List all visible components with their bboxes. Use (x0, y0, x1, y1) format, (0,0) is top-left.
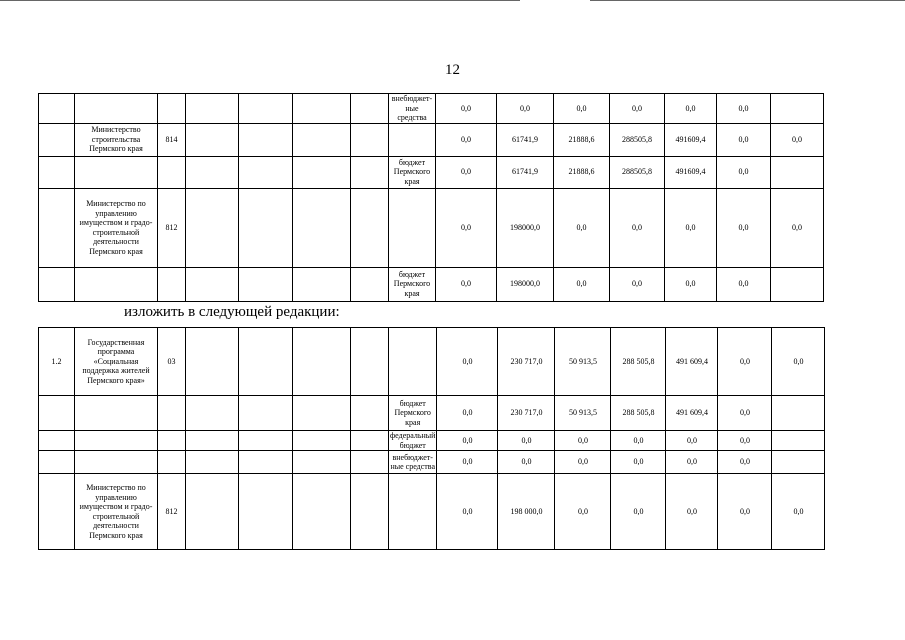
empty-cell (186, 451, 239, 474)
row-number-cell (39, 156, 75, 188)
amount-cell: 198000,0 (497, 267, 554, 301)
empty-cell (351, 267, 389, 301)
amount-cell: 21888,6 (554, 156, 610, 188)
empty-cell (239, 156, 293, 188)
empty-cell (293, 431, 351, 451)
amount-cell: 0,0 (771, 188, 824, 267)
amount-cell: 0,0 (665, 267, 717, 301)
empty-cell (293, 267, 351, 301)
amount-cell: 61741,9 (497, 123, 554, 156)
empty-cell (293, 156, 351, 188)
table-row (39, 94, 824, 124)
empty-cell (239, 328, 293, 396)
amount-cell: 0,0 (771, 123, 824, 156)
funding-source-cell: внебюджет-ные средства (389, 94, 436, 124)
code-cell: 812 (158, 188, 186, 267)
amount-cell: 230 717,0 (498, 328, 555, 396)
program-name-cell (75, 94, 158, 124)
code-cell: 03 (158, 328, 186, 396)
empty-cell (239, 267, 293, 301)
funding-source-cell (389, 474, 437, 550)
empty-cell (239, 451, 293, 474)
amount-cell: 491 609,4 (666, 396, 718, 431)
amount-cell: 50 913,5 (555, 328, 611, 396)
amount-cell: 0,0 (665, 188, 717, 267)
table-row (39, 156, 824, 188)
amount-cell: 491 609,4 (666, 328, 718, 396)
amount-cell: 0,0 (554, 267, 610, 301)
amount-cell: 0,0 (437, 396, 498, 431)
row-number-cell (39, 267, 75, 301)
empty-cell (293, 474, 351, 550)
amount-cell: 0,0 (610, 94, 665, 124)
amount-cell: 0,0 (717, 156, 771, 188)
empty-cell (351, 94, 389, 124)
table-row (39, 431, 825, 451)
row-number-cell (39, 396, 75, 431)
amount-cell: 0,0 (555, 431, 611, 451)
code-cell (158, 396, 186, 431)
amount-cell (771, 156, 824, 188)
amount-cell: 288505,8 (610, 156, 665, 188)
program-name-cell: Министерство строительства Пермского края (75, 123, 158, 156)
empty-cell (351, 396, 389, 431)
top-scan-edge (0, 0, 905, 2)
amount-cell: 0,0 (611, 431, 666, 451)
empty-cell (186, 328, 239, 396)
funding-source-cell (389, 188, 436, 267)
empty-cell (239, 474, 293, 550)
program-name-cell (75, 451, 158, 474)
empty-cell (351, 188, 389, 267)
empty-cell (351, 123, 389, 156)
empty-cell (351, 328, 389, 396)
code-cell: 812 (158, 474, 186, 550)
amount-cell: 61741,9 (497, 156, 554, 188)
table-row (39, 328, 825, 396)
empty-cell (186, 188, 239, 267)
code-cell (158, 431, 186, 451)
amount-cell: 288 505,8 (611, 328, 666, 396)
table-row (39, 474, 825, 550)
code-cell (158, 94, 186, 124)
code-cell: 814 (158, 123, 186, 156)
code-cell (158, 451, 186, 474)
program-name-cell: Министерство по управлению имуществом и градо-строительной деятельности Пермского края (75, 474, 158, 550)
empty-cell (293, 188, 351, 267)
amount-cell: 0,0 (436, 188, 497, 267)
amount-cell: 0,0 (718, 451, 772, 474)
amount-cell: 21888,6 (554, 123, 610, 156)
amount-cell: 0,0 (437, 451, 498, 474)
amount-cell: 0,0 (717, 267, 771, 301)
amount-cell: 288505,8 (610, 123, 665, 156)
page-number: 12 (445, 62, 460, 78)
empty-cell (239, 188, 293, 267)
empty-cell (351, 451, 389, 474)
program-name-cell: Государственная программа «Социальная поддержка жителей Пермского края» (75, 328, 158, 396)
row-number-cell (39, 188, 75, 267)
code-cell (158, 267, 186, 301)
edit-instruction: изложить в следующей редакции: (124, 304, 340, 320)
amount-cell: 0,0 (436, 267, 497, 301)
empty-cell (239, 94, 293, 124)
empty-cell (351, 156, 389, 188)
amount-cell: 0,0 (718, 474, 772, 550)
empty-cell (351, 431, 389, 451)
amount-cell (771, 94, 824, 124)
program-name-cell (75, 431, 158, 451)
row-number-cell: 1.2 (39, 328, 75, 396)
amount-cell: 0,0 (666, 431, 718, 451)
row-number-cell (39, 123, 75, 156)
amount-cell: 491609,4 (665, 123, 717, 156)
amount-cell: 288 505,8 (611, 396, 666, 431)
table-row (39, 396, 825, 431)
amount-cell: 0,0 (717, 188, 771, 267)
amount-cell: 0,0 (611, 451, 666, 474)
amount-cell: 0,0 (436, 123, 497, 156)
amount-cell: 0,0 (437, 328, 498, 396)
funding-source-cell: федеральный бюджет (390, 431, 436, 450)
row-number-cell (39, 431, 75, 451)
amount-cell (772, 431, 825, 451)
amount-cell: 198 000,0 (498, 474, 555, 550)
amount-cell: 0,0 (772, 328, 825, 396)
amount-cell: 0,0 (665, 94, 717, 124)
empty-cell (186, 396, 239, 431)
amount-cell: 0,0 (718, 396, 772, 431)
funding-source-cell: бюджет Пермского края (389, 156, 436, 188)
amount-cell: 0,0 (555, 451, 611, 474)
funding-source-cell: бюджет Пермского края (389, 267, 436, 301)
amount-cell (772, 396, 825, 431)
empty-cell (186, 94, 239, 124)
amount-cell: 230 717,0 (498, 396, 555, 431)
empty-cell (293, 328, 351, 396)
amount-cell: 50 913,5 (555, 396, 611, 431)
empty-cell (293, 396, 351, 431)
amount-cell: 0,0 (554, 94, 610, 124)
funding-source-cell: внебюджет-ные средства (389, 451, 437, 474)
row-number-cell (39, 474, 75, 550)
amount-cell: 0,0 (498, 431, 555, 451)
amount-cell: 0,0 (717, 94, 771, 124)
amount-cell: 0,0 (554, 188, 610, 267)
amount-cell: 0,0 (610, 188, 665, 267)
funding-source-cell (389, 123, 436, 156)
amount-cell: 0,0 (498, 451, 555, 474)
amount-cell: 0,0 (437, 474, 498, 550)
amount-cell (772, 451, 825, 474)
funding-source-cell: бюджет Пермского края (389, 396, 437, 431)
empty-cell (293, 123, 351, 156)
amount-cell: 0,0 (610, 267, 665, 301)
empty-cell (186, 474, 239, 550)
code-cell (158, 156, 186, 188)
amount-cell: 198000,0 (497, 188, 554, 267)
program-name-cell (75, 396, 158, 431)
program-name-cell (75, 156, 158, 188)
table-row (39, 451, 825, 474)
amount-cell: 0,0 (555, 474, 611, 550)
amount-cell: 0,0 (717, 123, 771, 156)
empty-cell (293, 94, 351, 124)
amount-cell: 0,0 (437, 431, 498, 451)
empty-cell (351, 474, 389, 550)
amount-cell: 0,0 (666, 474, 718, 550)
program-name-cell (75, 267, 158, 301)
amount-cell: 0,0 (718, 431, 772, 451)
empty-cell (186, 267, 239, 301)
empty-cell (239, 431, 293, 451)
table-row (39, 123, 824, 156)
row-number-cell (39, 451, 75, 474)
amount-cell: 0,0 (718, 328, 772, 396)
amount-cell: 0,0 (666, 451, 718, 474)
budget-table-new-edition (38, 327, 825, 550)
table-row (39, 267, 824, 301)
amount-cell: 0,0 (436, 156, 497, 188)
table-row (39, 188, 824, 267)
amount-cell: 0,0 (436, 94, 497, 124)
empty-cell (186, 431, 239, 451)
empty-cell (186, 156, 239, 188)
program-name-cell: Министерство по управлению имуществом и градо-строительной деятельности Пермского края (75, 188, 158, 267)
empty-cell (293, 451, 351, 474)
empty-cell (239, 396, 293, 431)
budget-table-original (38, 93, 824, 302)
amount-cell: 491609,4 (665, 156, 717, 188)
row-number-cell (39, 94, 75, 124)
empty-cell (239, 123, 293, 156)
amount-cell (771, 267, 824, 301)
funding-source-cell (389, 328, 437, 396)
amount-cell: 0,0 (611, 474, 666, 550)
amount-cell: 0,0 (497, 94, 554, 124)
empty-cell (186, 123, 239, 156)
amount-cell: 0,0 (772, 474, 825, 550)
